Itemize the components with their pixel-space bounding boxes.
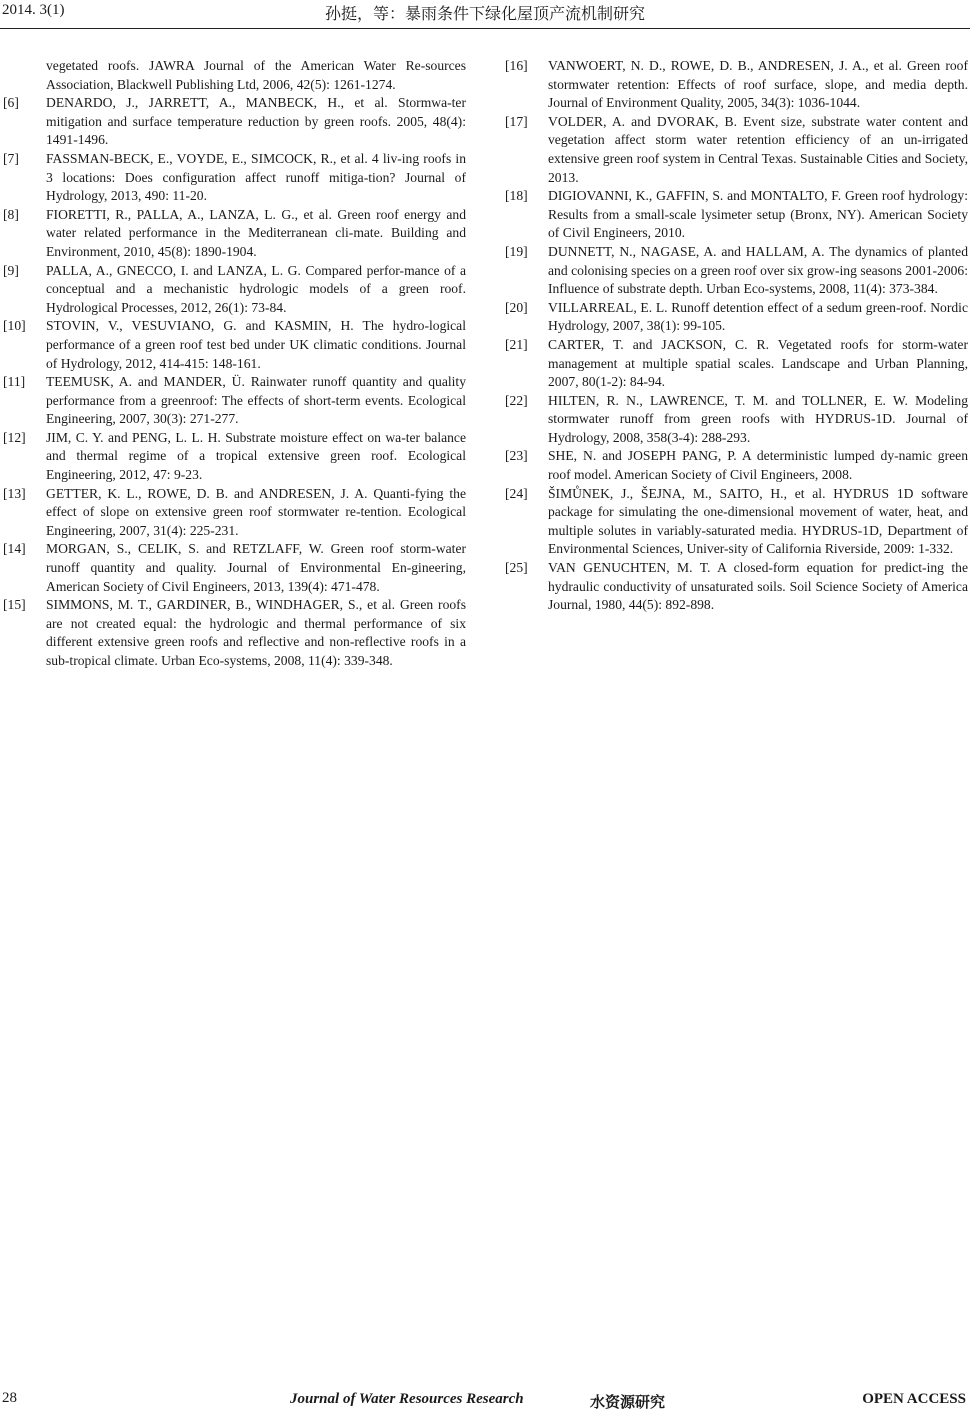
reference-number: [16] bbox=[505, 58, 528, 73]
reference-number: [7] bbox=[3, 150, 19, 166]
reference-entry bbox=[505, 336, 968, 392]
reference-number: [12] bbox=[3, 429, 26, 445]
reference-text: SIMMONS, M. T., GARDINER, B., WINDHAGER, S., et al. Green roofs are not created equal: the hydrologic and thermal performance of six different extensive green roofs and reflective and non-reflective roofs in a sub-tropical climate. Urban Eco-systems, 2008, 11(4): 339-348. bbox=[46, 597, 466, 668]
reference-entry bbox=[505, 559, 968, 615]
reference-entry bbox=[3, 262, 466, 318]
header-rule bbox=[0, 28, 970, 29]
open-access-label: OPEN ACCESS bbox=[862, 1391, 966, 1407]
reference-entry bbox=[505, 187, 968, 243]
reference-text: FIORETTI, R., PALLA, A., LANZA, L. G., et al. Green roof energy and water related performance in the Mediterranean cli-mate. Building and Environment, 2010, 45(8): 1890-1904. bbox=[46, 206, 466, 259]
reference-text: STOVIN, V., VESUVIANO, G. and KASMIN, H. The hydro-logical performance of a green roof test bed under UK climatic conditions. Journal of Hydrology, 2012, 414-415: 148-161. bbox=[46, 318, 466, 371]
reference-entry bbox=[3, 206, 466, 262]
reference-number: [6] bbox=[3, 95, 19, 111]
reference-entry bbox=[3, 94, 466, 150]
reference-text: CARTER, T. and JACKSON, C. R. Vegetated roofs for storm-water management at multiple spatial scales. Landscape and Urban Planning, 2007, 80(1-2): 84-94. bbox=[548, 336, 968, 390]
reference-number: [25] bbox=[505, 560, 528, 576]
issue-number: 2014. 3(1) bbox=[2, 2, 65, 18]
reference-number: [8] bbox=[3, 206, 19, 222]
reference-text: GETTER, K. L., ROWE, D. B. and ANDRESEN, J. A. Quanti-fying the effect of slope on extensive green roof stormwater re-tention. Ecological Engineering, 2007, 31(4): 225-231. bbox=[46, 485, 466, 538]
reference-text: ŠIMŮNEK, J., ŠEJNA, M., SAITO, H., et al. HYDRUS 1D software package for simulating the one-dimensional movement of water, heat, and multiple solutes in variably-saturated media. HYDRUS-1D, Department of Environmental Sciences, Univer-sity of California Riverside, 2009: 1-332. bbox=[548, 485, 968, 557]
reference-number: [18] bbox=[505, 188, 528, 204]
reference-text: JIM, C. Y. and PENG, L. L. H. Substrate moisture effect on wa-ter balance and thermal regime of a tropical extensive green roof. Ecological Engineering, 2012, 47: 9-23. bbox=[46, 429, 466, 483]
reference-text: VILLARREAL, E. L. Runoff detention effect of a sedum green-roof. Nordic Hydrology, 2007, 38(1): 99-105. bbox=[548, 299, 968, 334]
reference-number: [9] bbox=[3, 262, 19, 278]
reference-entry bbox=[505, 392, 968, 448]
reference-entry bbox=[505, 113, 968, 187]
reference-text: vegetated roofs. JAWRA Journal of the American Water Re-sources Association, Blackwell Publishing Ltd, 2006, 42(5): 1261-1274. bbox=[46, 58, 466, 92]
reference-number: [20] bbox=[505, 299, 528, 315]
journal-name-chinese: 水资源研究 bbox=[590, 1393, 666, 1411]
running-header bbox=[0, 0, 970, 30]
reference-entry bbox=[505, 485, 968, 559]
reference-number: [11] bbox=[3, 374, 26, 390]
reference-entry bbox=[3, 150, 466, 206]
reference-number: [10] bbox=[3, 318, 26, 334]
reference-text: HILTEN, R. N., LAWRENCE, T. M. and TOLLNER, E. W. Modeling stormwater runoff from green roofs with HYDRUS-1D. Journal of Hydrology, 2008, 358(3-4): 288-293. bbox=[548, 392, 968, 445]
reference-entry bbox=[505, 447, 968, 484]
running-title: 孙挺，等：暴雨条件下绿化屋顶产流机制研究 bbox=[324, 4, 645, 23]
reference-entry bbox=[3, 429, 466, 485]
reference-text: VANWOERT, N. D., ROWE, D. B., ANDRESEN, J. A., et al. Green roof stormwater retention: Effects of roof surface, slope, and media depth. Journal of Environment Quality, 2005, 34(3): 1036-1044. bbox=[548, 58, 968, 111]
reference-entry bbox=[3, 317, 466, 373]
reference-text: TEEMUSK, A. and MANDER, Ü. Rainwater runoff quantity and quality performance from a greenroof: The effects of short-term events. Ecological Engineering, 2007, 30(3): 271-277. bbox=[46, 374, 466, 427]
reference-entry bbox=[505, 299, 968, 336]
references-left-column bbox=[3, 57, 466, 671]
reference-number: [19] bbox=[505, 243, 528, 259]
reference-text: DENARDO, J., JARRETT, A., MANBECK, H., et al. Stormwa-ter mitigation and surface temperature reduction by green roofs. 2005, 48(4): 1491-1496. bbox=[46, 95, 466, 148]
reference-entry bbox=[3, 485, 466, 541]
reference-number: [22] bbox=[505, 392, 528, 408]
reference-text: SHE, N. and JOSEPH PANG, P. A deterministic lumped dy-namic green roof model. American Society of Civil Engineers, 2008. bbox=[548, 448, 968, 483]
reference-entry bbox=[505, 57, 968, 113]
reference-number: [17] bbox=[505, 113, 528, 129]
reference-text: MORGAN, S., CELIK, S. and RETZLAFF, W. Green roof storm-water runoff quantity and quality. Journal of Environmental En-gineering, American Society of Civil Engineers, 2013, 139(4): 471-478. bbox=[46, 541, 466, 594]
page-footer bbox=[0, 1388, 970, 1412]
page-number: 28 bbox=[2, 1390, 17, 1406]
journal-name: Journal of Water Resources Research bbox=[290, 1391, 524, 1407]
reference-text: VOLDER, A. and DVORAK, B. Event size, substrate water content and vegetation affect storm water retention efficiency of an un-irrigated extensive green roof system in Central Texas. Sustainable Cities and Society, 2013. bbox=[548, 113, 968, 185]
reference-number: [23] bbox=[505, 448, 528, 464]
references-right-column bbox=[505, 57, 968, 615]
reference-entry bbox=[3, 373, 466, 429]
reference-text: VAN GENUCHTEN, M. T. A closed-form equation for predict-ing the hydraulic conductivity of unsaturated soils. Soil Science Society of America Journal, 1980, 44(5): 892-898. bbox=[548, 560, 968, 613]
reference-number: [21] bbox=[505, 336, 528, 352]
reference-number: [24] bbox=[505, 485, 528, 501]
reference-entry bbox=[3, 540, 466, 596]
reference-text: PALLA, A., GNECCO, I. and LANZA, L. G. Compared perfor-mance of a conceptual and a mechanistic hydrologic models of a green roof. Hydrological Processes, 2012, 26(1): 73-84. bbox=[46, 262, 466, 315]
reference-number: [14] bbox=[3, 541, 26, 557]
reference-number: [15] bbox=[3, 597, 26, 613]
reference-text: DUNNETT, N., NAGASE, A. and HALLAM, A. The dynamics of planted and colonising species on a green roof over six grow-ing seasons 2001-2006: Influence of substrate depth. Urban Eco-systems, 2008, 11(4): 373-384. bbox=[548, 243, 968, 297]
reference-entry bbox=[3, 57, 466, 94]
reference-text: DIGIOVANNI, K., GAFFIN, S. and MONTALTO, F. Green roof hydrology: Results from a small-scale lysimeter setup (Bronx, NY). American Society of Civil Engineers, 2010. bbox=[548, 188, 968, 241]
reference-text: FASSMAN-BECK, E., VOYDE, E., SIMCOCK, R., et al. 4 liv-ing roofs in 3 locations: Does configuration affect runoff mitiga-tion? Journal of Hydrology, 2013, 490: 11-20. bbox=[46, 150, 466, 204]
reference-entry bbox=[3, 596, 466, 670]
reference-entry bbox=[505, 243, 968, 299]
reference-number: [13] bbox=[3, 485, 26, 501]
